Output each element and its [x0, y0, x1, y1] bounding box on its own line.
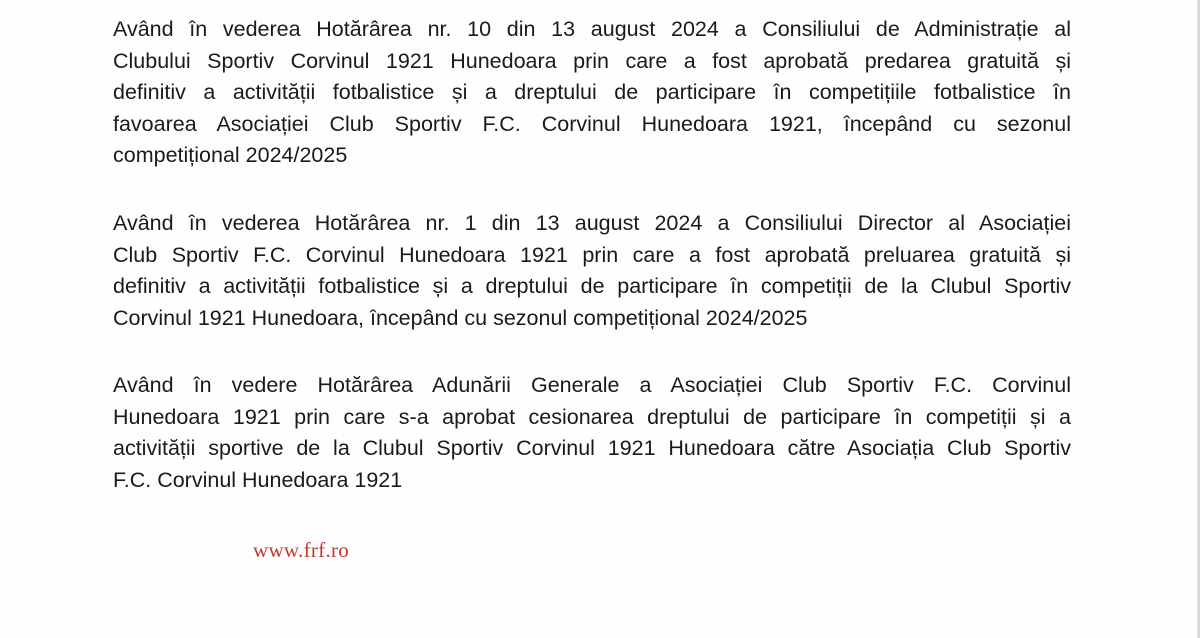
- paragraph-3: [113, 370, 1071, 496]
- paragraph-line: Corvinul 1921 Hunedoara, începând cu sezonul competițional 2024/2025: [113, 305, 808, 330]
- paragraph-1: [113, 14, 1071, 172]
- paragraph-line: activității sportive de la Clubul Sportiv Corvinul 1921 Hunedoara către Asociația Club Sportiv: [113, 436, 1071, 460]
- paragraph-line: Club Sportiv F.C. Corvinul Hunedoara 1921 prin care a fost aprobată preluarea gratuită și: [113, 242, 1071, 267]
- paragraph-line: definitiv a activității fotbalistice și a dreptului de participare în competițiile fotbalistice în: [113, 80, 1071, 104]
- website-link[interactable]: www.frf.ro: [253, 538, 350, 562]
- paragraph-line: F.C. Corvinul Hunedoara 1921: [113, 467, 403, 492]
- paragraph-line: Având în vederea Hotărârea nr. 10 din 13 august 2024 a Consiliului de Administrație al: [113, 17, 1071, 41]
- paragraph-line: Având în vederea Hotărârea nr. 1 din 13 august 2024 a Consiliului Director al Asociației: [113, 211, 1071, 235]
- paragraph-line: Clubului Sportiv Corvinul 1921 Hunedoara prin care a fost aprobată predarea gratuită și: [113, 48, 1071, 73]
- paragraph-line: Având în vedere Hotărârea Adunării Generale a Asociației Club Sportiv F.C. Corvinul: [113, 373, 1071, 397]
- paragraph-line: competițional 2024/2025: [113, 143, 348, 167]
- paragraph-line: definitiv a activității fotbalistice și a dreptului de participare în competiții de la Clubul Sportiv: [113, 274, 1071, 298]
- paragraph-line: favoarea Asociației Club Sportiv F.C. Corvinul Hunedoara 1921, începând cu sezonul: [113, 111, 1071, 136]
- paragraph-line: Hunedoara 1921 prin care s-a aprobat cesionarea dreptului de participare în competiții și a: [113, 404, 1071, 429]
- paragraph-2: [113, 208, 1071, 334]
